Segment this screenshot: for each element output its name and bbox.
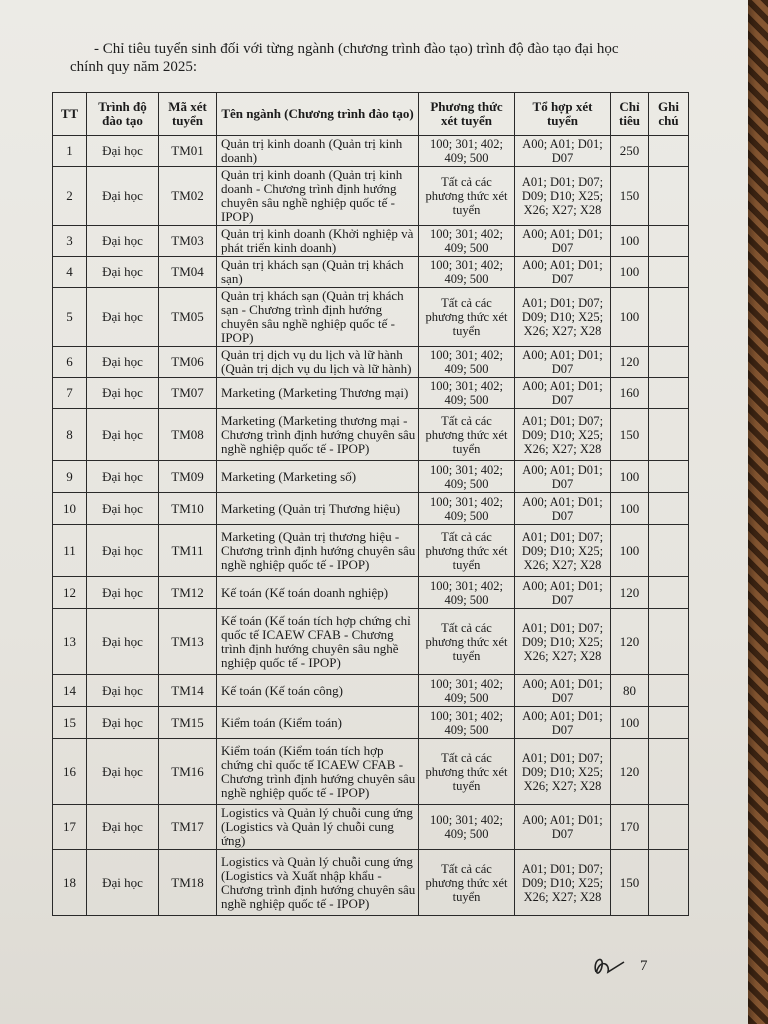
cell-tt: 2 <box>53 167 87 226</box>
table-row <box>53 850 689 916</box>
cell-quota: 100 <box>611 257 649 288</box>
cell-tt: 13 <box>53 609 87 675</box>
cell-method: 100; 301; 402; 409; 500 <box>419 378 515 409</box>
cell-tt: 4 <box>53 257 87 288</box>
header-code: Mã xét tuyển <box>159 93 217 136</box>
cell-quota: 170 <box>611 805 649 850</box>
cell-name: Quản trị khách sạn (Quản trị khách sạn - Chương trình định hướng chuyên sâu nghề nghiệp quốc tế - IPOP) <box>217 288 419 347</box>
cell-combo: A01; D01; D07; D09; D10; X25; X26; X27; X28 <box>515 288 611 347</box>
cell-code: TM11 <box>159 525 217 577</box>
table-row <box>53 409 689 461</box>
cell-quota: 100 <box>611 226 649 257</box>
cell-quota: 120 <box>611 739 649 805</box>
cell-method: Tất cả các phương thức xét tuyển <box>419 609 515 675</box>
cell-name: Quản trị kinh doanh (Khởi nghiệp và phát triển kinh doanh) <box>217 226 419 257</box>
cell-combo: A01; D01; D07; D09; D10; X25; X26; X27; X28 <box>515 739 611 805</box>
cell-method: 100; 301; 402; 409; 500 <box>419 493 515 525</box>
cell-note <box>649 675 689 707</box>
header-name: Tên ngành (Chương trình đào tạo) <box>217 93 419 136</box>
header-tt: TT <box>53 93 87 136</box>
intro-line-1: - Chỉ tiêu tuyển sinh đối với từng ngành (chương trình đào tạo) trình độ đào tạo đại học <box>94 41 619 57</box>
cell-tt: 6 <box>53 347 87 378</box>
cell-tt: 12 <box>53 577 87 609</box>
cell-note <box>649 136 689 167</box>
intro-line-2: chính quy năm 2025: <box>70 59 198 75</box>
cell-note <box>649 609 689 675</box>
cell-combo: A00; A01; D01; D07 <box>515 675 611 707</box>
cell-level: Đại học <box>87 577 159 609</box>
cell-level: Đại học <box>87 136 159 167</box>
cell-quota: 150 <box>611 409 649 461</box>
cell-level: Đại học <box>87 378 159 409</box>
cell-code: TM04 <box>159 257 217 288</box>
header-combo: Tổ hợp xét tuyển <box>515 93 611 136</box>
cell-combo: A00; A01; D01; D07 <box>515 577 611 609</box>
table-header-row <box>53 93 689 136</box>
cell-name: Quản trị kinh doanh (Quản trị kinh doanh) <box>217 136 419 167</box>
cell-code: TM15 <box>159 707 217 739</box>
cell-level: Đại học <box>87 347 159 378</box>
cell-note <box>649 347 689 378</box>
cell-level: Đại học <box>87 707 159 739</box>
table-row <box>53 577 689 609</box>
cell-note <box>649 707 689 739</box>
cell-note <box>649 409 689 461</box>
table-row <box>53 378 689 409</box>
cell-note <box>649 493 689 525</box>
table-row <box>53 675 689 707</box>
cell-name: Kế toán (Kế toán tích hợp chứng chỉ quốc tế ICAEW CFAB - Chương trình định hướng chuyên sâu nghề nghiệp quốc tế - IPOP) <box>217 609 419 675</box>
cell-combo: A00; A01; D01; D07 <box>515 136 611 167</box>
cell-method: Tất cả các phương thức xét tuyển <box>419 850 515 916</box>
cell-name: Quản trị dịch vụ du lịch và lữ hành (Quản trị dịch vụ du lịch và lữ hành) <box>217 347 419 378</box>
table-row <box>53 493 689 525</box>
cell-quota: 120 <box>611 609 649 675</box>
cell-level: Đại học <box>87 461 159 493</box>
cell-tt: 15 <box>53 707 87 739</box>
cell-tt: 18 <box>53 850 87 916</box>
cell-name: Marketing (Quản trị thương hiệu - Chương trình định hướng chuyên sâu nghề nghiệp quốc tế - IPOP) <box>217 525 419 577</box>
header-note: Ghi chú <box>649 93 689 136</box>
cell-combo: A00; A01; D01; D07 <box>515 707 611 739</box>
cell-note <box>649 805 689 850</box>
header-quota: Chỉ tiêu <box>611 93 649 136</box>
cell-combo: A01; D01; D07; D09; D10; X25; X26; X27; X28 <box>515 850 611 916</box>
table-row <box>53 461 689 493</box>
cell-level: Đại học <box>87 525 159 577</box>
cell-code: TM05 <box>159 288 217 347</box>
cell-code: TM01 <box>159 136 217 167</box>
cell-note <box>649 257 689 288</box>
cell-combo: A00; A01; D01; D07 <box>515 226 611 257</box>
cell-code: TM02 <box>159 167 217 226</box>
cell-name: Kế toán (Kế toán doanh nghiệp) <box>217 577 419 609</box>
cell-name: Kế toán (Kế toán công) <box>217 675 419 707</box>
cell-name: Kiểm toán (Kiểm toán) <box>217 707 419 739</box>
cell-combo: A00; A01; D01; D07 <box>515 257 611 288</box>
cell-quota: 100 <box>611 461 649 493</box>
cell-method: Tất cả các phương thức xét tuyển <box>419 288 515 347</box>
cell-level: Đại học <box>87 257 159 288</box>
table-row <box>53 707 689 739</box>
signature-icon <box>590 950 630 980</box>
cell-method: Tất cả các phương thức xét tuyển <box>419 739 515 805</box>
cell-name: Marketing (Marketing số) <box>217 461 419 493</box>
cell-name: Marketing (Marketing thương mại - Chương trình định hướng chuyên sâu nghề nghiệp quốc tế - IPOP) <box>217 409 419 461</box>
cell-level: Đại học <box>87 739 159 805</box>
cell-combo: A01; D01; D07; D09; D10; X25; X26; X27; X28 <box>515 167 611 226</box>
cell-note <box>649 577 689 609</box>
cell-quota: 100 <box>611 707 649 739</box>
cell-note <box>649 226 689 257</box>
cell-method: 100; 301; 402; 409; 500 <box>419 257 515 288</box>
cell-code: TM17 <box>159 805 217 850</box>
cell-combo: A01; D01; D07; D09; D10; X25; X26; X27; X28 <box>515 609 611 675</box>
cell-quota: 120 <box>611 347 649 378</box>
cell-method: 100; 301; 402; 409; 500 <box>419 347 515 378</box>
cell-code: TM16 <box>159 739 217 805</box>
cell-quota: 80 <box>611 675 649 707</box>
cell-tt: 3 <box>53 226 87 257</box>
table-row <box>53 257 689 288</box>
cell-level: Đại học <box>87 675 159 707</box>
cell-name: Kiểm toán (Kiểm toán tích hợp chứng chỉ quốc tế ICAEW CFAB - Chương trình định hướng chuyên sâu nghề nghiệp quốc tế - IPOP) <box>217 739 419 805</box>
cell-note <box>649 288 689 347</box>
cell-tt: 16 <box>53 739 87 805</box>
cell-code: TM08 <box>159 409 217 461</box>
table-row <box>53 136 689 167</box>
cell-level: Đại học <box>87 805 159 850</box>
cell-quota: 100 <box>611 288 649 347</box>
cell-name: Quản trị khách sạn (Quản trị khách sạn) <box>217 257 419 288</box>
cell-name: Quản trị kinh doanh (Quản trị kinh doanh - Chương trình định hướng chuyên sâu nghề nghiệp quốc tế - IPOP) <box>217 167 419 226</box>
cell-method: 100; 301; 402; 409; 500 <box>419 675 515 707</box>
cell-quota: 250 <box>611 136 649 167</box>
cell-code: TM13 <box>159 609 217 675</box>
cell-code: TM12 <box>159 577 217 609</box>
cell-quota: 150 <box>611 167 649 226</box>
header-method: Phương thức xét tuyển <box>419 93 515 136</box>
cell-tt: 7 <box>53 378 87 409</box>
cell-method: 100; 301; 402; 409; 500 <box>419 226 515 257</box>
table-row <box>53 525 689 577</box>
cell-tt: 11 <box>53 525 87 577</box>
cell-tt: 1 <box>53 136 87 167</box>
cell-code: TM10 <box>159 493 217 525</box>
cell-method: Tất cả các phương thức xét tuyển <box>419 409 515 461</box>
cell-name: Logistics và Quản lý chuỗi cung ứng (Logistics và Xuất nhập khẩu - Chương trình định hướng chuyên sâu nghề nghiệp quốc tế - IPOP) <box>217 850 419 916</box>
cell-quota: 150 <box>611 850 649 916</box>
cell-level: Đại học <box>87 288 159 347</box>
cell-combo: A00; A01; D01; D07 <box>515 378 611 409</box>
cell-name: Marketing (Quản trị Thương hiệu) <box>217 493 419 525</box>
cell-quota: 100 <box>611 525 649 577</box>
cell-tt: 10 <box>53 493 87 525</box>
cell-combo: A01; D01; D07; D09; D10; X25; X26; X27; X28 <box>515 525 611 577</box>
table-row <box>53 609 689 675</box>
cell-quota: 120 <box>611 577 649 609</box>
cell-code: TM06 <box>159 347 217 378</box>
cell-method: Tất cả các phương thức xét tuyển <box>419 167 515 226</box>
cell-code: TM18 <box>159 850 217 916</box>
admission-quota-table <box>52 92 689 916</box>
table-row <box>53 805 689 850</box>
table-row <box>53 739 689 805</box>
cell-method: 100; 301; 402; 409; 500 <box>419 707 515 739</box>
table-row <box>53 226 689 257</box>
cell-method: 100; 301; 402; 409; 500 <box>419 136 515 167</box>
cell-quota: 100 <box>611 493 649 525</box>
cell-quota: 160 <box>611 378 649 409</box>
cell-combo: A00; A01; D01; D07 <box>515 347 611 378</box>
cell-tt: 9 <box>53 461 87 493</box>
cell-name: Marketing (Marketing Thương mại) <box>217 378 419 409</box>
cell-method: Tất cả các phương thức xét tuyển <box>419 525 515 577</box>
cell-note <box>649 167 689 226</box>
cell-note <box>649 739 689 805</box>
cell-method: 100; 301; 402; 409; 500 <box>419 577 515 609</box>
cell-method: 100; 301; 402; 409; 500 <box>419 805 515 850</box>
header-level: Trình độ đào tạo <box>87 93 159 136</box>
cell-tt: 14 <box>53 675 87 707</box>
cell-level: Đại học <box>87 167 159 226</box>
cell-name: Logistics và Quản lý chuỗi cung ứng (Logistics và Quản lý chuỗi cung ứng) <box>217 805 419 850</box>
cell-tt: 5 <box>53 288 87 347</box>
cell-level: Đại học <box>87 409 159 461</box>
cell-note <box>649 850 689 916</box>
cell-tt: 8 <box>53 409 87 461</box>
cell-code: TM14 <box>159 675 217 707</box>
cell-combo: A00; A01; D01; D07 <box>515 461 611 493</box>
cell-code: TM07 <box>159 378 217 409</box>
table-row <box>53 288 689 347</box>
page-number: 7 <box>640 958 648 974</box>
table-body <box>53 136 689 916</box>
intro-text <box>70 40 670 76</box>
table-row <box>53 167 689 226</box>
table-row <box>53 347 689 378</box>
cell-combo: A01; D01; D07; D09; D10; X25; X26; X27; X28 <box>515 409 611 461</box>
cell-level: Đại học <box>87 226 159 257</box>
cell-level: Đại học <box>87 493 159 525</box>
cell-tt: 17 <box>53 805 87 850</box>
cell-note <box>649 461 689 493</box>
cell-note <box>649 378 689 409</box>
cell-code: TM09 <box>159 461 217 493</box>
cell-combo: A00; A01; D01; D07 <box>515 493 611 525</box>
cell-note <box>649 525 689 577</box>
cell-level: Đại học <box>87 609 159 675</box>
cell-combo: A00; A01; D01; D07 <box>515 805 611 850</box>
cell-code: TM03 <box>159 226 217 257</box>
cell-method: 100; 301; 402; 409; 500 <box>419 461 515 493</box>
cell-level: Đại học <box>87 850 159 916</box>
